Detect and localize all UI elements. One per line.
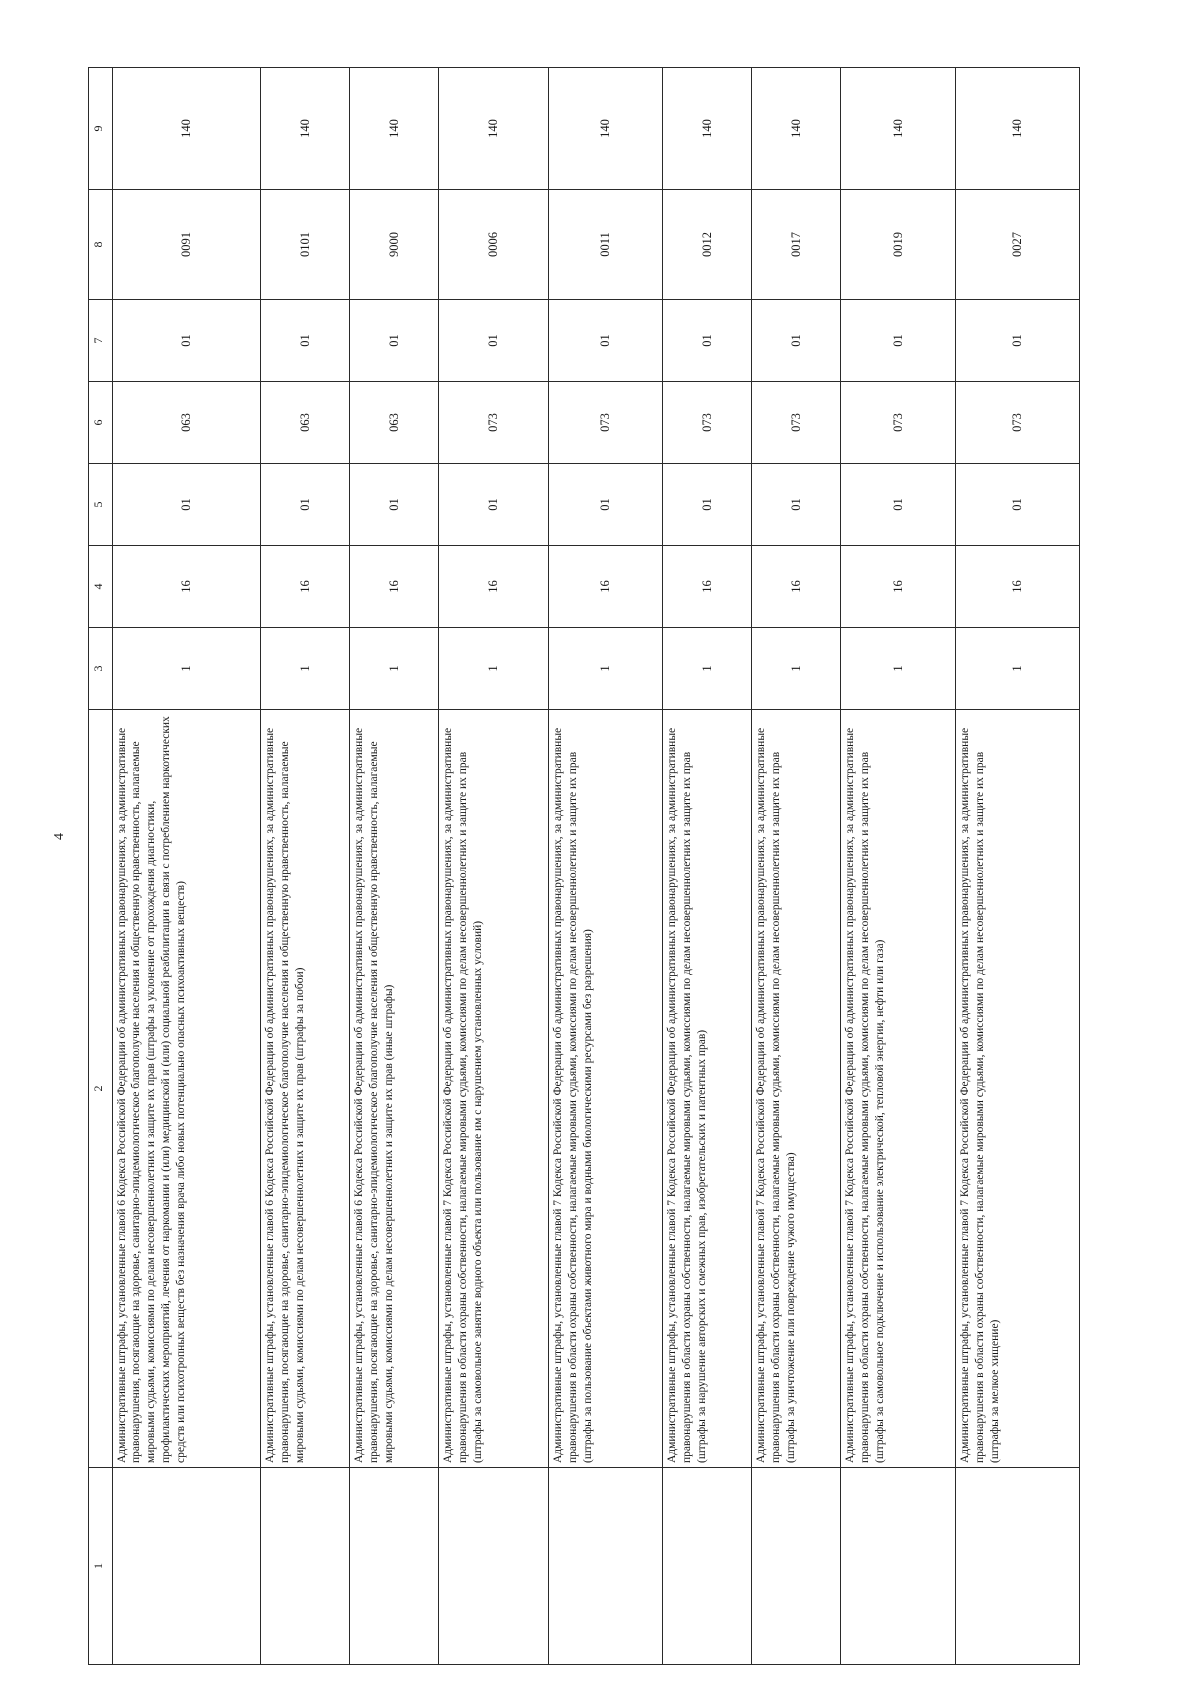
description-cell: Административные штрафы, установленные главой 7 Кодекса Российской Федерации об административных правонарушениях, за административные правонарушения в области охраны собственности, налагаемые мировыми судьями, комиссиями по делам несовершеннолетних и защите их прав (штрафы за самовольное занятие водного объекта или пользование им с нарушением установленных условий) (439, 710, 549, 1468)
code-cell-c3: 1 (439, 628, 549, 710)
description-cell: Административные штрафы, установленные главой 7 Кодекса Российской Федерации об административных правонарушениях, за административные правонарушения в области охраны собственности, налагаемые мировыми судьями, комиссиями по делам несовершеннолетних и защите их прав (штрафы за мелкое хищение) (956, 710, 1080, 1468)
code-cell-c8: 0006 (439, 190, 549, 300)
header-cell: 5 (89, 464, 113, 546)
code-cell-c4: 16 (956, 546, 1080, 628)
code-cell-c3: 1 (752, 628, 841, 710)
code-cell-c5: 01 (112, 464, 260, 546)
code-cell-c6: 063 (260, 382, 349, 464)
code-cell-c6: 073 (956, 382, 1080, 464)
index-cell (439, 1468, 549, 1665)
code-cell-c7: 01 (112, 300, 260, 382)
description-cell: Административные штрафы, установленные главой 7 Кодекса Российской Федерации об административных правонарушениях, за административные правонарушения в области охраны собственности, налагаемые мировыми судьями, комиссиями по делам несовершеннолетних и защите их прав (штрафы за уничтожение или повреждение чужого имущества) (752, 710, 841, 1468)
index-cell (663, 1468, 752, 1665)
code-cell-c5: 01 (752, 464, 841, 546)
code-cell-c5: 01 (260, 464, 349, 546)
code-cell-c7: 01 (260, 300, 349, 382)
code-cell-c8: 0091 (112, 190, 260, 300)
index-cell (752, 1468, 841, 1665)
table-row (260, 68, 349, 1665)
code-cell-c5: 01 (663, 464, 752, 546)
code-cell-c8: 0101 (260, 190, 349, 300)
code-cell-c4: 16 (112, 546, 260, 628)
code-cell-c9: 140 (663, 68, 752, 190)
code-cell-c7: 01 (663, 300, 752, 382)
code-cell-c4: 16 (439, 546, 549, 628)
code-cell-c7: 01 (841, 300, 956, 382)
code-cell-c9: 140 (439, 68, 549, 190)
rotated-table-wrapper (88, 68, 1080, 1665)
header-cell: 7 (89, 300, 113, 382)
code-cell-c8: 0017 (752, 190, 841, 300)
code-cell-c6: 073 (752, 382, 841, 464)
code-cell-c5: 01 (548, 464, 663, 546)
code-cell-c3: 1 (260, 628, 349, 710)
description-cell: Административные штрафы, установленные главой 6 Кодекса Российской Федерации об административных правонарушениях, за административные правонарушения, посягающие на здоровье, санитарно-эпидемиологическое благополучие населения и общественную нравственность, налагаемые мировыми судьями, комиссиями по делам несовершеннолетних и защите их прав (иные штрафы) (350, 710, 439, 1468)
header-cell: 8 (89, 190, 113, 300)
code-cell-c4: 16 (752, 546, 841, 628)
table-row (752, 68, 841, 1665)
index-cell (841, 1468, 956, 1665)
code-cell-c9: 140 (956, 68, 1080, 190)
code-cell-c5: 01 (956, 464, 1080, 546)
index-cell (956, 1468, 1080, 1665)
index-cell (350, 1468, 439, 1665)
code-cell-c6: 073 (548, 382, 663, 464)
header-row (89, 68, 113, 1665)
code-cell-c3: 1 (956, 628, 1080, 710)
code-cell-c3: 1 (350, 628, 439, 710)
code-cell-c4: 16 (841, 546, 956, 628)
header-cell: 6 (89, 382, 113, 464)
code-cell-c5: 01 (350, 464, 439, 546)
header-cell: 4 (89, 546, 113, 628)
header-cell: 2 (89, 710, 113, 1468)
code-cell-c8: 0012 (663, 190, 752, 300)
code-cell-c6: 063 (350, 382, 439, 464)
code-cell-c9: 140 (548, 68, 663, 190)
code-cell-c7: 01 (548, 300, 663, 382)
table-row (956, 68, 1080, 1665)
code-cell-c9: 140 (752, 68, 841, 190)
code-cell-c8: 0027 (956, 190, 1080, 300)
code-cell-c8: 0019 (841, 190, 956, 300)
table-row (112, 68, 260, 1665)
code-cell-c7: 01 (439, 300, 549, 382)
code-cell-c6: 073 (663, 382, 752, 464)
description-cell: Административные штрафы, установленные главой 7 Кодекса Российской Федерации об административных правонарушениях, за административные правонарушения в области охраны собственности, налагаемые мировыми судьями, комиссиями по делам несовершеннолетних и защите их прав (штрафы за пользование объектами животного мира и водными биологическими ресурсами без разрешения) (548, 710, 663, 1468)
code-cell-c6: 073 (841, 382, 956, 464)
code-cell-c7: 01 (752, 300, 841, 382)
description-cell: Административные штрафы, установленные главой 6 Кодекса Российской Федерации об административных правонарушениях, за административные правонарушения, посягающие на здоровье, санитарно-эпидемиологическое благополучие населения и общественную нравственность, налагаемые мировыми судьями, комиссиями по делам несовершеннолетних и защите их прав (штрафы за побои) (260, 710, 349, 1468)
code-cell-c4: 16 (548, 546, 663, 628)
description-cell: Административные штрафы, установленные главой 7 Кодекса Российской Федерации об административных правонарушениях, за административные правонарушения в области охраны собственности, налагаемые мировыми судьями, комиссиями по делам несовершеннолетних и защите их прав (штрафы за нарушение авторских и смежных прав, изобретательских и патентных прав) (663, 710, 752, 1468)
header-cell: 1 (89, 1468, 113, 1665)
code-cell-c4: 16 (350, 546, 439, 628)
code-cell-c5: 01 (439, 464, 549, 546)
table-row (548, 68, 663, 1665)
code-cell-c3: 1 (548, 628, 663, 710)
table-row (841, 68, 956, 1665)
code-cell-c9: 140 (260, 68, 349, 190)
code-cell-c5: 01 (841, 464, 956, 546)
index-cell (548, 1468, 663, 1665)
code-cell-c3: 1 (663, 628, 752, 710)
description-cell: Административные штрафы, установленные главой 7 Кодекса Российской Федерации об административных правонарушениях, за административные правонарушения в области охраны собственности, налагаемые мировыми судьями, комиссиями по делам несовершеннолетних и защите их прав (штрафы за самовольное подключение и использование электрической, тепловой энергии, нефти или газа) (841, 710, 956, 1468)
code-cell-c7: 01 (350, 300, 439, 382)
code-cell-c4: 16 (260, 546, 349, 628)
code-cell-c8: 0011 (548, 190, 663, 300)
code-cell-c3: 1 (841, 628, 956, 710)
code-cell-c3: 1 (112, 628, 260, 710)
table-row (350, 68, 439, 1665)
page-number: 4 (52, 833, 67, 840)
description-cell: Административные штрафы, установленные главой 6 Кодекса Российской Федерации об административных правонарушениях, за административные правонарушения, посягающие на здоровье, санитарно-эпидемиологическое благополучие населения и общественную нравственность, налагаемые мировыми судьями, комиссиями по делам несовершеннолетних и защите их прав (штрафы за уклонение от прохождения диагностики, профилактических мероприятий, лечения от наркомании и (или) медицинской и (или) социальной реабилитации в связи с потреблением наркотических средств или психотропных веществ без назначения врача либо новых потенциально опасных психоактивных веществ) (112, 710, 260, 1468)
index-cell (260, 1468, 349, 1665)
code-cell-c9: 140 (841, 68, 956, 190)
code-cell-c9: 140 (350, 68, 439, 190)
code-cell-c7: 01 (956, 300, 1080, 382)
table-row (663, 68, 752, 1665)
code-cell-c9: 140 (112, 68, 260, 190)
code-cell-c4: 16 (663, 546, 752, 628)
code-cell-c6: 073 (439, 382, 549, 464)
codes-table (88, 67, 1080, 1665)
code-cell-c8: 9000 (350, 190, 439, 300)
table-row (439, 68, 549, 1665)
index-cell (112, 1468, 260, 1665)
header-cell: 3 (89, 628, 113, 710)
code-cell-c6: 063 (112, 382, 260, 464)
header-cell: 9 (89, 68, 113, 190)
